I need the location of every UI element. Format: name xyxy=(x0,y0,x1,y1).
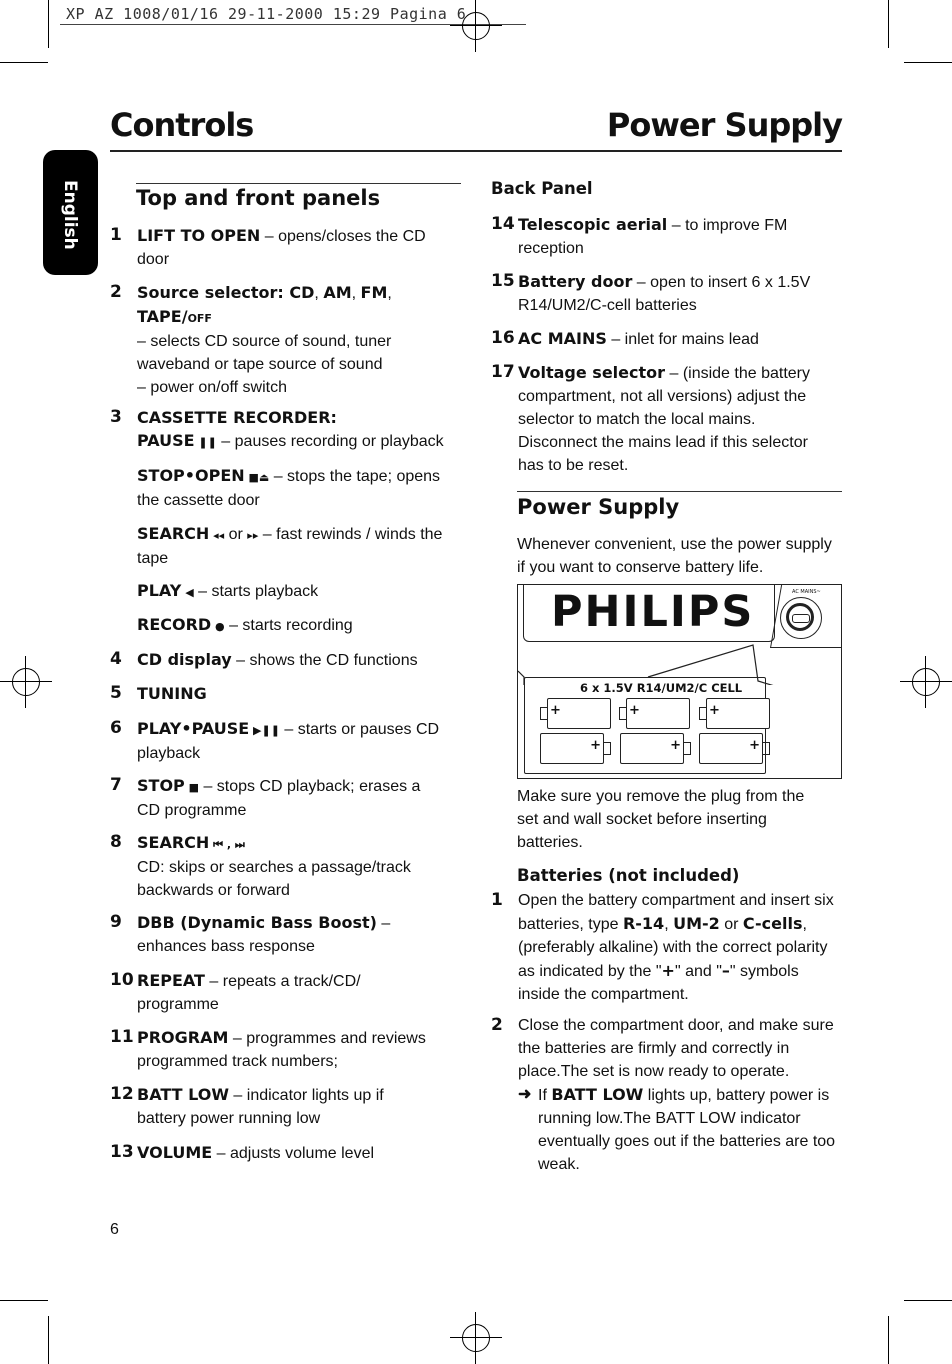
list-item: 14 Telescopic aerial – to improve FM reception xyxy=(491,214,788,257)
list-item: 1 LIFT TO OPEN – opens/closes the CD door xyxy=(110,225,426,268)
list-subitem: STOP•OPEN ■⏏ – stops the tape; opens the cassette door xyxy=(137,466,441,509)
crop-mark xyxy=(48,0,49,48)
registration-mark-left xyxy=(0,656,52,708)
list-item: 7 STOP ■ – stops CD playback; erases a CD programme xyxy=(110,775,421,819)
battery-cell: + xyxy=(620,733,684,764)
compartment-outline xyxy=(518,625,841,685)
list-item: 2 Source selector: CD, AM, FM, TAPE/OFF – selects CD source of sound, tuner waveband or tape source of sound – power on/off switch xyxy=(110,282,392,396)
registration-mark-right xyxy=(900,656,952,708)
battery-spec-label: 6 x 1.5V R14/UM2/C CELL xyxy=(580,681,743,695)
battery-cell: + xyxy=(540,733,604,764)
crop-mark xyxy=(48,1316,49,1364)
list-item: 12 BATT LOW – indicator lights up if battery power running low xyxy=(110,1084,384,1127)
list-item: 3 CASSETTE RECORDER: PAUSE ❚❚ – pauses recording or playback xyxy=(110,407,444,450)
batteries-heading: Batteries (not included) xyxy=(517,866,740,885)
registration-mark-bottom xyxy=(450,1312,502,1364)
battery-cell: + xyxy=(699,733,763,764)
battery-cell: + xyxy=(547,698,611,729)
list-item: 10 REPEAT – repeats a track/CD/ programme xyxy=(110,970,361,1013)
language-tab xyxy=(43,150,98,275)
step-item: 1 Open the battery compartment and insert six batteries, type R-14, UM-2 or C-cells, (preferably alkaline) with the correct polarity as indicated by the "+" and "–" symbols inside the compartment. xyxy=(491,890,834,1003)
battery-cell: + xyxy=(626,698,690,729)
list-subitem: PLAY ◀ – starts playback xyxy=(137,581,319,600)
list-item: 6 PLAY•PAUSE ▶❚❚ – starts or pauses CD playback xyxy=(110,718,440,762)
registration-mark-top xyxy=(450,0,502,52)
list-subitem: SEARCH ◂◂ or ▸▸ – fast rewinds / winds the tape xyxy=(137,524,443,567)
page-title-right: Power Supply xyxy=(606,106,842,144)
list-item: 15 Battery door – open to insert 6 x 1.5V R14/UM2/C-cell batteries xyxy=(491,271,811,314)
crop-mark xyxy=(888,0,889,48)
crop-mark xyxy=(0,1300,48,1301)
crop-mark xyxy=(904,62,952,63)
section-heading-power-supply: Power Supply xyxy=(517,495,680,519)
language-tab-label: English xyxy=(60,180,80,250)
philips-logo: PHILIPS xyxy=(551,587,755,637)
back-panel-heading: Back Panel xyxy=(491,179,593,198)
list-item: 11 PROGRAM – programmes and reviews programmed track numbers; xyxy=(110,1027,426,1070)
arrow-icon: ➜ xyxy=(518,1086,532,1103)
title-rule xyxy=(110,150,842,152)
power-supply-intro: Whenever convenient, use the power supply if you want to conserve battery life. xyxy=(517,536,832,576)
crop-mark xyxy=(904,1300,952,1301)
crop-mark xyxy=(0,62,48,63)
crop-mark xyxy=(888,1316,889,1364)
plug-warning: Make sure you remove the plug from the set and wall socket before inserting batteries. xyxy=(517,788,805,851)
section-rule xyxy=(517,491,842,492)
ac-mains-label: AC MAINS~ xyxy=(792,589,821,595)
battery-cell: + xyxy=(706,698,770,729)
page-number: 6 xyxy=(110,1221,119,1238)
battery-compartment-illustration xyxy=(517,584,842,779)
section-rule xyxy=(136,183,461,184)
step-item: 2 Close the compartment door, and make sure the batteries are firmly and correctly in place.The set is now ready to operate. ➜ If BATT LOW lights up, battery power is running low.The BATT LOW indicator eventually goes out if the batteries are too weak. xyxy=(491,1015,836,1173)
list-subitem: RECORD ● – starts recording xyxy=(137,615,353,634)
section-heading-top-front: Top and front panels xyxy=(136,186,381,210)
print-header: XP AZ 1008/01/16 29-11-2000 15:29 Pagina 6 xyxy=(66,5,467,23)
page-title-left: Controls xyxy=(110,106,254,144)
list-item: 17 Voltage selector – (inside the battery compartment, not all versions) adjust the selector to match the local mains. Disconnect the mains lead if this selector has to be reset. xyxy=(491,362,810,474)
list-item: 8 SEARCH ⏮ , ⏭ CD: skips or searches a passage/track backwards or forward xyxy=(110,832,411,899)
list-item: 9 DBB (Dynamic Bass Boost) – enhances bass response xyxy=(110,912,391,955)
